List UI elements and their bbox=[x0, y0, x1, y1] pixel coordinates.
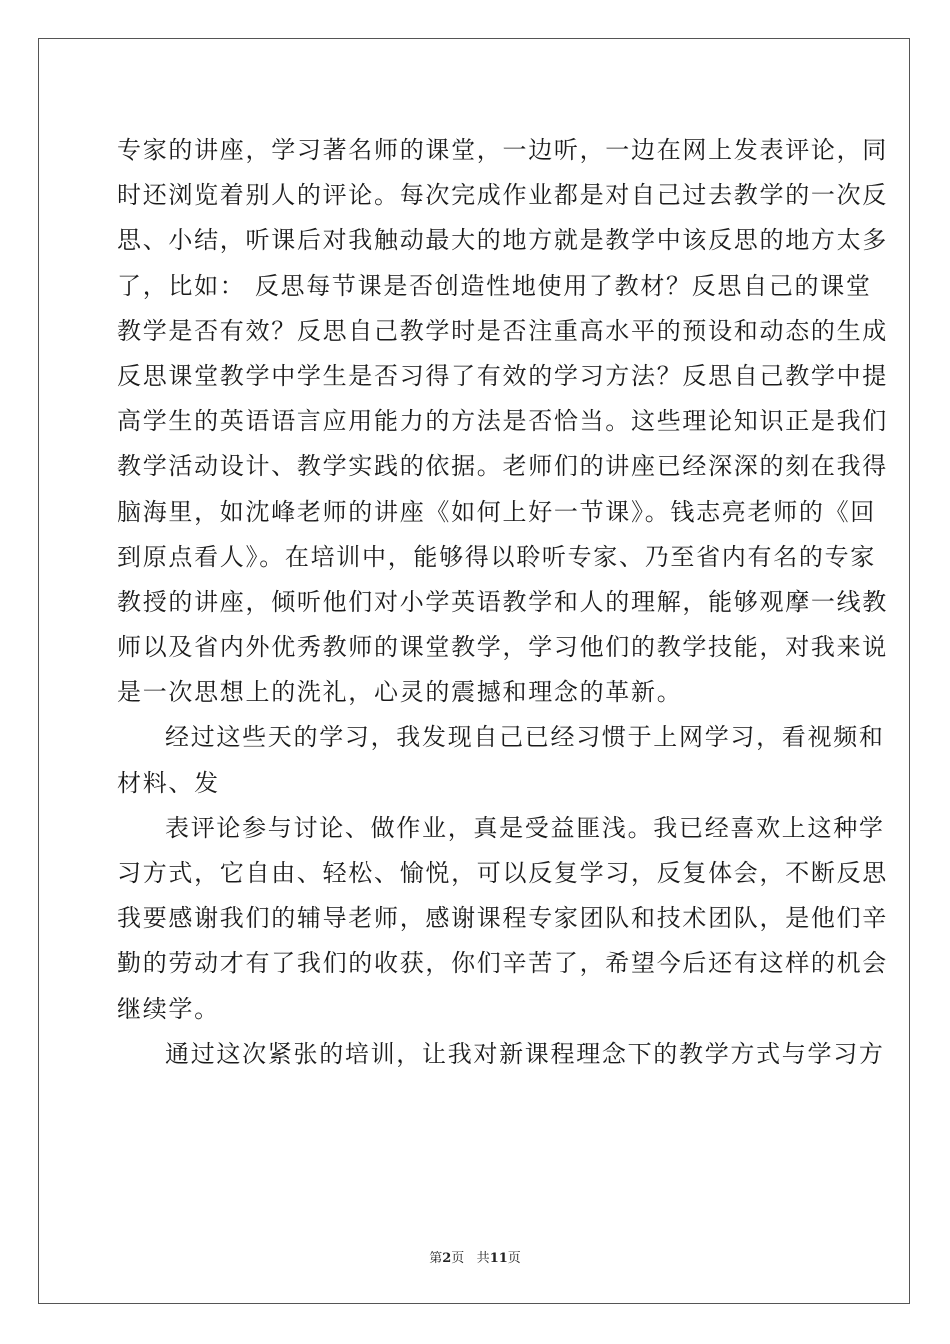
footer-prefix: 第 bbox=[429, 1251, 443, 1266]
text-line: 经过这些天的学习，我发现自己已经习惯于上网学习，看视频和 bbox=[165, 723, 885, 752]
text-line: 表评论参与讨论、做作业，真是受益匪浅。我已经喜欢上这种学 bbox=[165, 813, 885, 842]
text-line: 了，比如： 反思每节课是否创造性地使用了教材？反思自己的课堂 bbox=[117, 271, 872, 300]
text-line: 是一次思想上的洗礼，心灵的震撼和理念的革新。 bbox=[117, 678, 683, 707]
text-line: 时还浏览着别人的评论。每次完成作业都是对自己过去教学的一次反 bbox=[117, 181, 888, 210]
text-line: 我要感谢我们的辅导老师，感谢课程专家团队和技术团队，是他们辛 bbox=[117, 904, 888, 933]
text-line: 师以及省内外优秀教师的课堂教学，学习他们的教学技能，对我来说 bbox=[117, 633, 888, 662]
paragraph-3 bbox=[117, 806, 888, 1032]
page-footer bbox=[0, 1247, 950, 1266]
text-line: 习方式，它自由、轻松、愉悦，可以反复学习，反复体会，不断反思 bbox=[117, 859, 888, 887]
paragraph-2 bbox=[117, 715, 885, 805]
text-line: 勤的劳动才有了我们的收获，你们辛苦了，希望今后还有这样的机会 bbox=[117, 949, 888, 978]
text-line: 通过这次紧张的培训，让我对新课程理念下的教学方式与学习方 bbox=[165, 1039, 885, 1068]
text-line: 教学活动设计、教学实践的依据。老师们的讲座已经深深的刻在我得 bbox=[117, 452, 888, 481]
text-line: 脑海里，如沈峰老师的讲座《如何上好一节课》。钱志亮老师的《回 bbox=[117, 497, 876, 526]
paragraph-1 bbox=[117, 128, 888, 715]
footer-total-prefix: 共 bbox=[476, 1251, 490, 1266]
paragraph-4 bbox=[117, 1032, 885, 1077]
text-line: 思、小结，听课后对我触动最大的地方就是教学中该反思的地方太多 bbox=[117, 226, 888, 255]
footer-page-unit: 页 bbox=[451, 1251, 465, 1266]
text-line: 专家的讲座，学习著名师的课堂，一边听，一边在网上发表评论，同 bbox=[117, 136, 888, 164]
total-pages-number: 11 bbox=[489, 1251, 508, 1266]
text-line: 材料、发 bbox=[117, 768, 220, 797]
text-line: 教授的讲座，倾听他们对小学英语教学和人的理解，能够观摩一线教 bbox=[117, 587, 888, 616]
footer-total-unit: 页 bbox=[507, 1251, 521, 1266]
current-page-number: 2 bbox=[442, 1251, 452, 1266]
text-line: 教学是否有效？反思自己教学时是否注重高水平的预设和动态的生成 bbox=[117, 316, 888, 345]
text-line: 反思课堂教学中学生是否习得了有效的学习方法？反思自己教学中提 bbox=[117, 361, 888, 390]
text-line: 高学生的英语语言应用能力的方法是否恰当。这些理论知识正是我们 bbox=[117, 407, 888, 436]
document-body bbox=[117, 128, 888, 1077]
text-line: 继续学。 bbox=[117, 994, 220, 1023]
text-line: 到原点看人》。在培训中，能够得以聆听专家、乃至省内有名的专家 bbox=[117, 542, 876, 571]
